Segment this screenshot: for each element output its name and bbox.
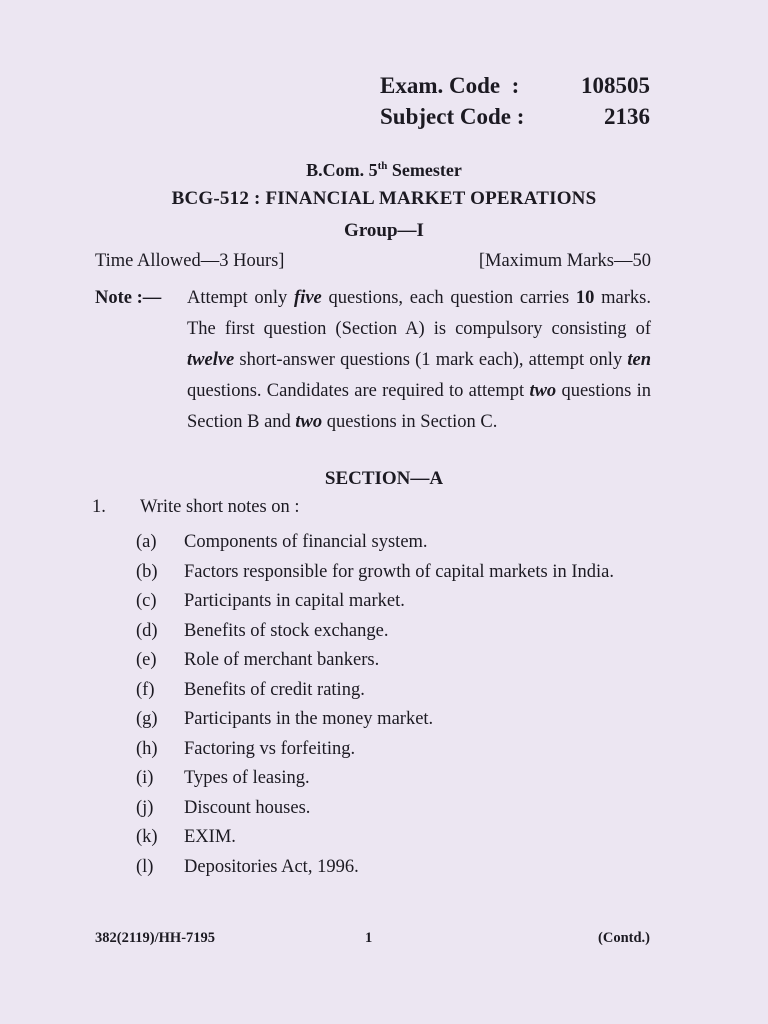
item-text: Role of merchant bankers.: [184, 650, 380, 670]
list-item: [136, 735, 656, 765]
note-part: five: [294, 288, 322, 308]
note-part: questions. Candidates are required to attempt: [187, 381, 530, 401]
list-item: [136, 528, 656, 558]
item-label: (a): [136, 532, 157, 552]
item-text: Factors responsible for growth of capital markets in India.: [184, 561, 615, 582]
item-text: Discount houses.: [184, 797, 311, 818]
item-label: (j): [136, 797, 154, 818]
subject-code-row: [380, 101, 650, 132]
subject-code-value: 2136: [604, 104, 650, 129]
item-text: Components of financial system.: [184, 532, 428, 552]
list-item: [136, 617, 656, 647]
page-number: 1: [365, 930, 373, 946]
item-label: (c): [136, 591, 157, 611]
list-item: [136, 558, 656, 588]
item-label: (i): [136, 768, 154, 788]
continued-label: (Contd.): [598, 930, 650, 946]
item-label: (f): [136, 679, 155, 700]
note-part: questions in Section B and: [187, 381, 651, 432]
time-marks-row: [95, 251, 651, 272]
list-item: [136, 676, 656, 706]
note-text: [187, 283, 651, 438]
subject-code-label: Subject Code :: [380, 104, 525, 129]
instructions-note: [95, 283, 651, 438]
course-title: BCG-512 : FINANCIAL MARKET OPERATIONS: [171, 188, 597, 209]
item-text: Participants in the money market.: [184, 709, 434, 729]
list-item: [136, 587, 656, 617]
time-allowed: Time Allowed—3 Hours]: [95, 251, 285, 271]
exam-code-row: [380, 70, 650, 101]
group-heading: Group—I: [344, 220, 424, 241]
note-part: two: [295, 412, 323, 432]
note-part: marks. The first question (Section A) is compulsory consisting of: [187, 288, 651, 339]
item-text: Benefits of credit rating.: [184, 679, 365, 700]
item-label: (k): [136, 827, 158, 847]
list-item: [136, 705, 656, 735]
note-part: twelve: [187, 350, 235, 370]
semester-heading: B.Com. 5th Semester: [306, 160, 462, 180]
section-a-heading: SECTION—A: [324, 468, 444, 489]
item-label: (h): [136, 738, 158, 759]
question-number: 1.: [92, 497, 106, 517]
maximum-marks: [Maximum Marks—50: [478, 251, 651, 271]
item-label: (b): [136, 561, 158, 582]
exam-code-label: Exam. Code :: [380, 73, 520, 98]
note-part: Attempt only: [187, 288, 295, 308]
note-part: 10: [575, 288, 595, 308]
list-item: [136, 823, 656, 853]
note-part: ten: [627, 350, 651, 370]
item-label: (d): [136, 620, 158, 641]
note-part: two: [529, 381, 557, 401]
item-text: Participants in capital market.: [184, 591, 405, 611]
header-codes: [380, 70, 650, 132]
question-1-items: [136, 528, 656, 882]
note-part: questions, each question carries: [321, 288, 576, 308]
question-text: Write short notes on :: [140, 497, 300, 517]
item-text: Factoring vs forfeiting.: [184, 738, 356, 759]
note-part: questions in Section C.: [322, 412, 498, 432]
exam-code-value: 108505: [581, 73, 650, 98]
item-text: Types of leasing.: [184, 768, 310, 788]
item-label: (e): [136, 650, 157, 670]
exam-code-sep: :: [511, 73, 520, 98]
list-item: [136, 794, 656, 824]
list-item: [136, 646, 656, 676]
item-label: (l): [136, 856, 154, 877]
item-label: (g): [136, 709, 158, 729]
item-text: EXIM.: [184, 827, 236, 847]
list-item: [136, 764, 656, 794]
item-text: Depositories Act, 1996.: [184, 856, 359, 877]
note-label: Note :—: [95, 288, 162, 308]
note-part: short-answer questions (1 mark each), attempt only: [234, 350, 628, 370]
paper-code: 382(2119)/HH-7195: [95, 930, 216, 946]
list-item: [136, 853, 656, 883]
item-text: Benefits of stock exchange.: [184, 620, 389, 641]
